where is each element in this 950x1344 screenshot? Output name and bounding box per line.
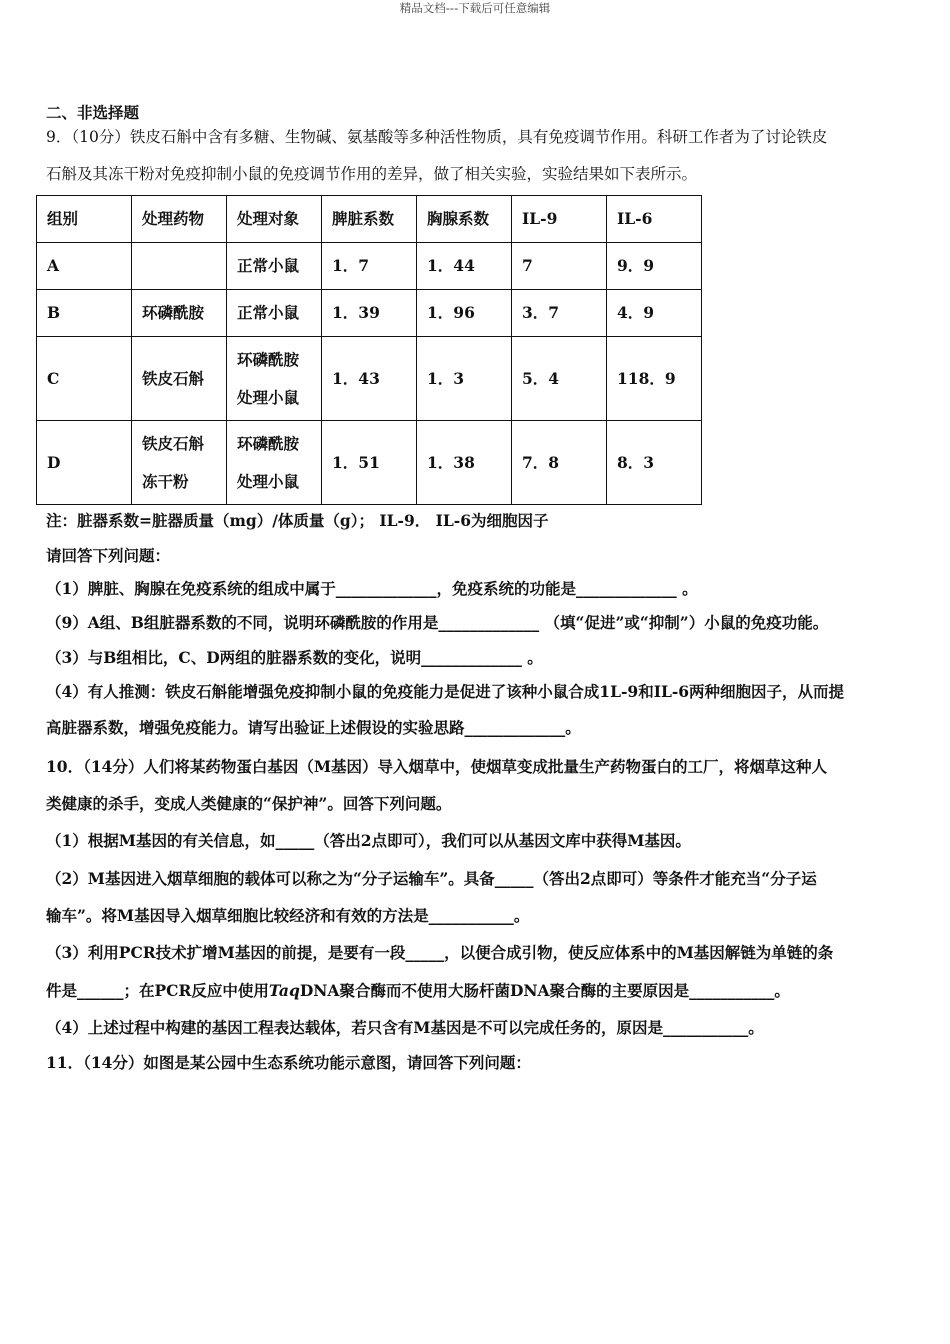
table-note: 注：脏器系数=脏器质量（mg）/体质量（g）； IL-9． IL-6为细胞因子 [46, 511, 549, 530]
q9-part4-line2: 高脏器系数，增强免疫能力。请写出验证上述假设的实验思路_____________。 [46, 718, 581, 737]
table-cell-drug-line2: 冻干粉 [142, 471, 189, 491]
q10-part3-line2-post: DNA聚合酶而不使用大肠杆菌DNA聚合酶的主要原因是___________。 [299, 981, 790, 1000]
q10-part3-line2 [46, 980, 790, 1002]
table-header: IL-6 [607, 196, 702, 243]
table-header-row [37, 196, 702, 243]
table-cell-object-line1: 环磷酰胺 [237, 433, 300, 453]
table-cell-il9: 3．7 [512, 290, 607, 337]
q10-part3-line2-pre: 件是______；在PCR反应中使用 [46, 981, 269, 1000]
table-cell-il6: 8．3 [607, 421, 702, 505]
table-cell-drug: 铁皮石斛 [132, 337, 227, 421]
table-cell-object-line2: 处理小鼠 [237, 471, 300, 491]
q10-stem-line1: 10．（14分）人们将某药物蛋白基因（M基因）导入烟草中，使烟草变成批量生产药物蛋白的工厂，将烟草这种人 [46, 757, 828, 776]
table-header: 组别 [37, 196, 132, 243]
table-cell-drug [132, 243, 227, 290]
table-cell-il6: 118．9 [607, 337, 702, 421]
taq-italic: Taq [268, 981, 300, 1000]
table-header: 处理对象 [227, 196, 322, 243]
q9-part1: （1）脾脏、胸腺在免疫系统的组成中属于_____________，免疫系统的功能是_____________ 。 [46, 579, 698, 598]
table-cell-object-line1: 环磷酰胺 [237, 349, 300, 369]
table-cell-thymus: 1．96 [417, 290, 512, 337]
q9-stem-line2: 石斛及其冻干粉对免疫抑制小鼠的免疫调节作用的差异，做了相关实验，实验结果如下表所示。 [46, 165, 698, 183]
table-cell-group: D [37, 421, 132, 505]
table-row [37, 337, 702, 421]
table-row [37, 243, 702, 290]
q11-stem: 11．（14分）如图是某公园中生态系统功能示意图，请回答下列问题： [46, 1053, 531, 1072]
table-cell-group: C [37, 337, 132, 421]
table-cell-il6: 4．9 [607, 290, 702, 337]
table-cell-object: 正常小鼠 [227, 243, 322, 290]
table-cell-spleen: 1．39 [322, 290, 417, 337]
table-cell-thymus: 1．38 [417, 421, 512, 505]
q9-part4-line1: （4）有人推测：铁皮石斛能增强免疫抑制小鼠的免疫能力是促进了该种小鼠合成1L-9和IL-6两种细胞因子，从而提 [46, 682, 845, 701]
table-cell-il6: 9．9 [607, 243, 702, 290]
q10-part2-line1: （2）M基因进入烟草细胞的载体可以称之为“分子运输车”。具备_____（答出2点即可）等条件才能充当“分子运 [46, 869, 817, 888]
table-cell-object [227, 421, 322, 505]
table-header: 脾脏系数 [322, 196, 417, 243]
table-cell-group: A [37, 243, 132, 290]
table-cell-drug-line1: 铁皮石斛 [142, 433, 205, 453]
results-table [36, 195, 702, 505]
table-cell-thymus: 1．3 [417, 337, 512, 421]
table-cell-spleen: 1．43 [322, 337, 417, 421]
q9-prompt: 请回答下列问题： [46, 546, 171, 565]
table-header: IL-9 [512, 196, 607, 243]
table-cell-object-line2: 处理小鼠 [237, 387, 300, 407]
table-cell-group: B [37, 290, 132, 337]
q9-part2: （9）A组、B组脏器系数的不同，说明环磷酰胺的作用是_____________ （填“促进”或“抑制”）小鼠的免疫功能。 [46, 613, 829, 632]
q9-part3: （3）与B组相比，C、D两组的脏器系数的变化，说明_____________ 。 [46, 648, 543, 667]
table-cell-object [227, 337, 322, 421]
table-header: 胸腺系数 [417, 196, 512, 243]
table-cell-thymus: 1．44 [417, 243, 512, 290]
q9-stem-line1: 9．（10分）铁皮石斛中含有多糖、生物碱、氨基酸等多种活性物质，具有免疫调节作用。科研工作者为了讨论铁皮 [46, 128, 828, 146]
table-cell-spleen: 1．51 [322, 421, 417, 505]
q10-part3-line1: （3）利用PCR技术扩增M基因的前提，是要有一段_____，以便合成引物，使反应体系中的M基因解链为单链的条 [46, 943, 834, 962]
page-header: 精品文档---下载后可任意编辑 [399, 1, 551, 15]
q10-part1: （1）根据M基因的有关信息，如_____（答出2点即可），我们可以从基因文库中获得M基因。 [46, 831, 691, 850]
table-cell-object: 正常小鼠 [227, 290, 322, 337]
q10-part2-line2: 输车”。将M基因导入烟草细胞比较经济和有效的方法是___________。 [46, 906, 530, 925]
q10-stem-line2: 类健康的杀手，变成人类健康的“保护神”。回答下列问题。 [46, 794, 452, 813]
table-cell-drug [132, 421, 227, 505]
q10-part4: （4）上述过程中构建的基因工程表达载体，若只含有M基因是不可以完成任务的，原因是___________。 [46, 1018, 764, 1037]
table-row [37, 421, 702, 505]
table-row [37, 290, 702, 337]
table-cell-il9: 5．4 [512, 337, 607, 421]
section-title: 二、非选择题 [46, 103, 140, 122]
table-header: 处理药物 [132, 196, 227, 243]
table-cell-drug: 环磷酰胺 [132, 290, 227, 337]
table-cell-il9: 7 [512, 243, 607, 290]
table-cell-spleen: 1．7 [322, 243, 417, 290]
table-cell-il9: 7．8 [512, 421, 607, 505]
